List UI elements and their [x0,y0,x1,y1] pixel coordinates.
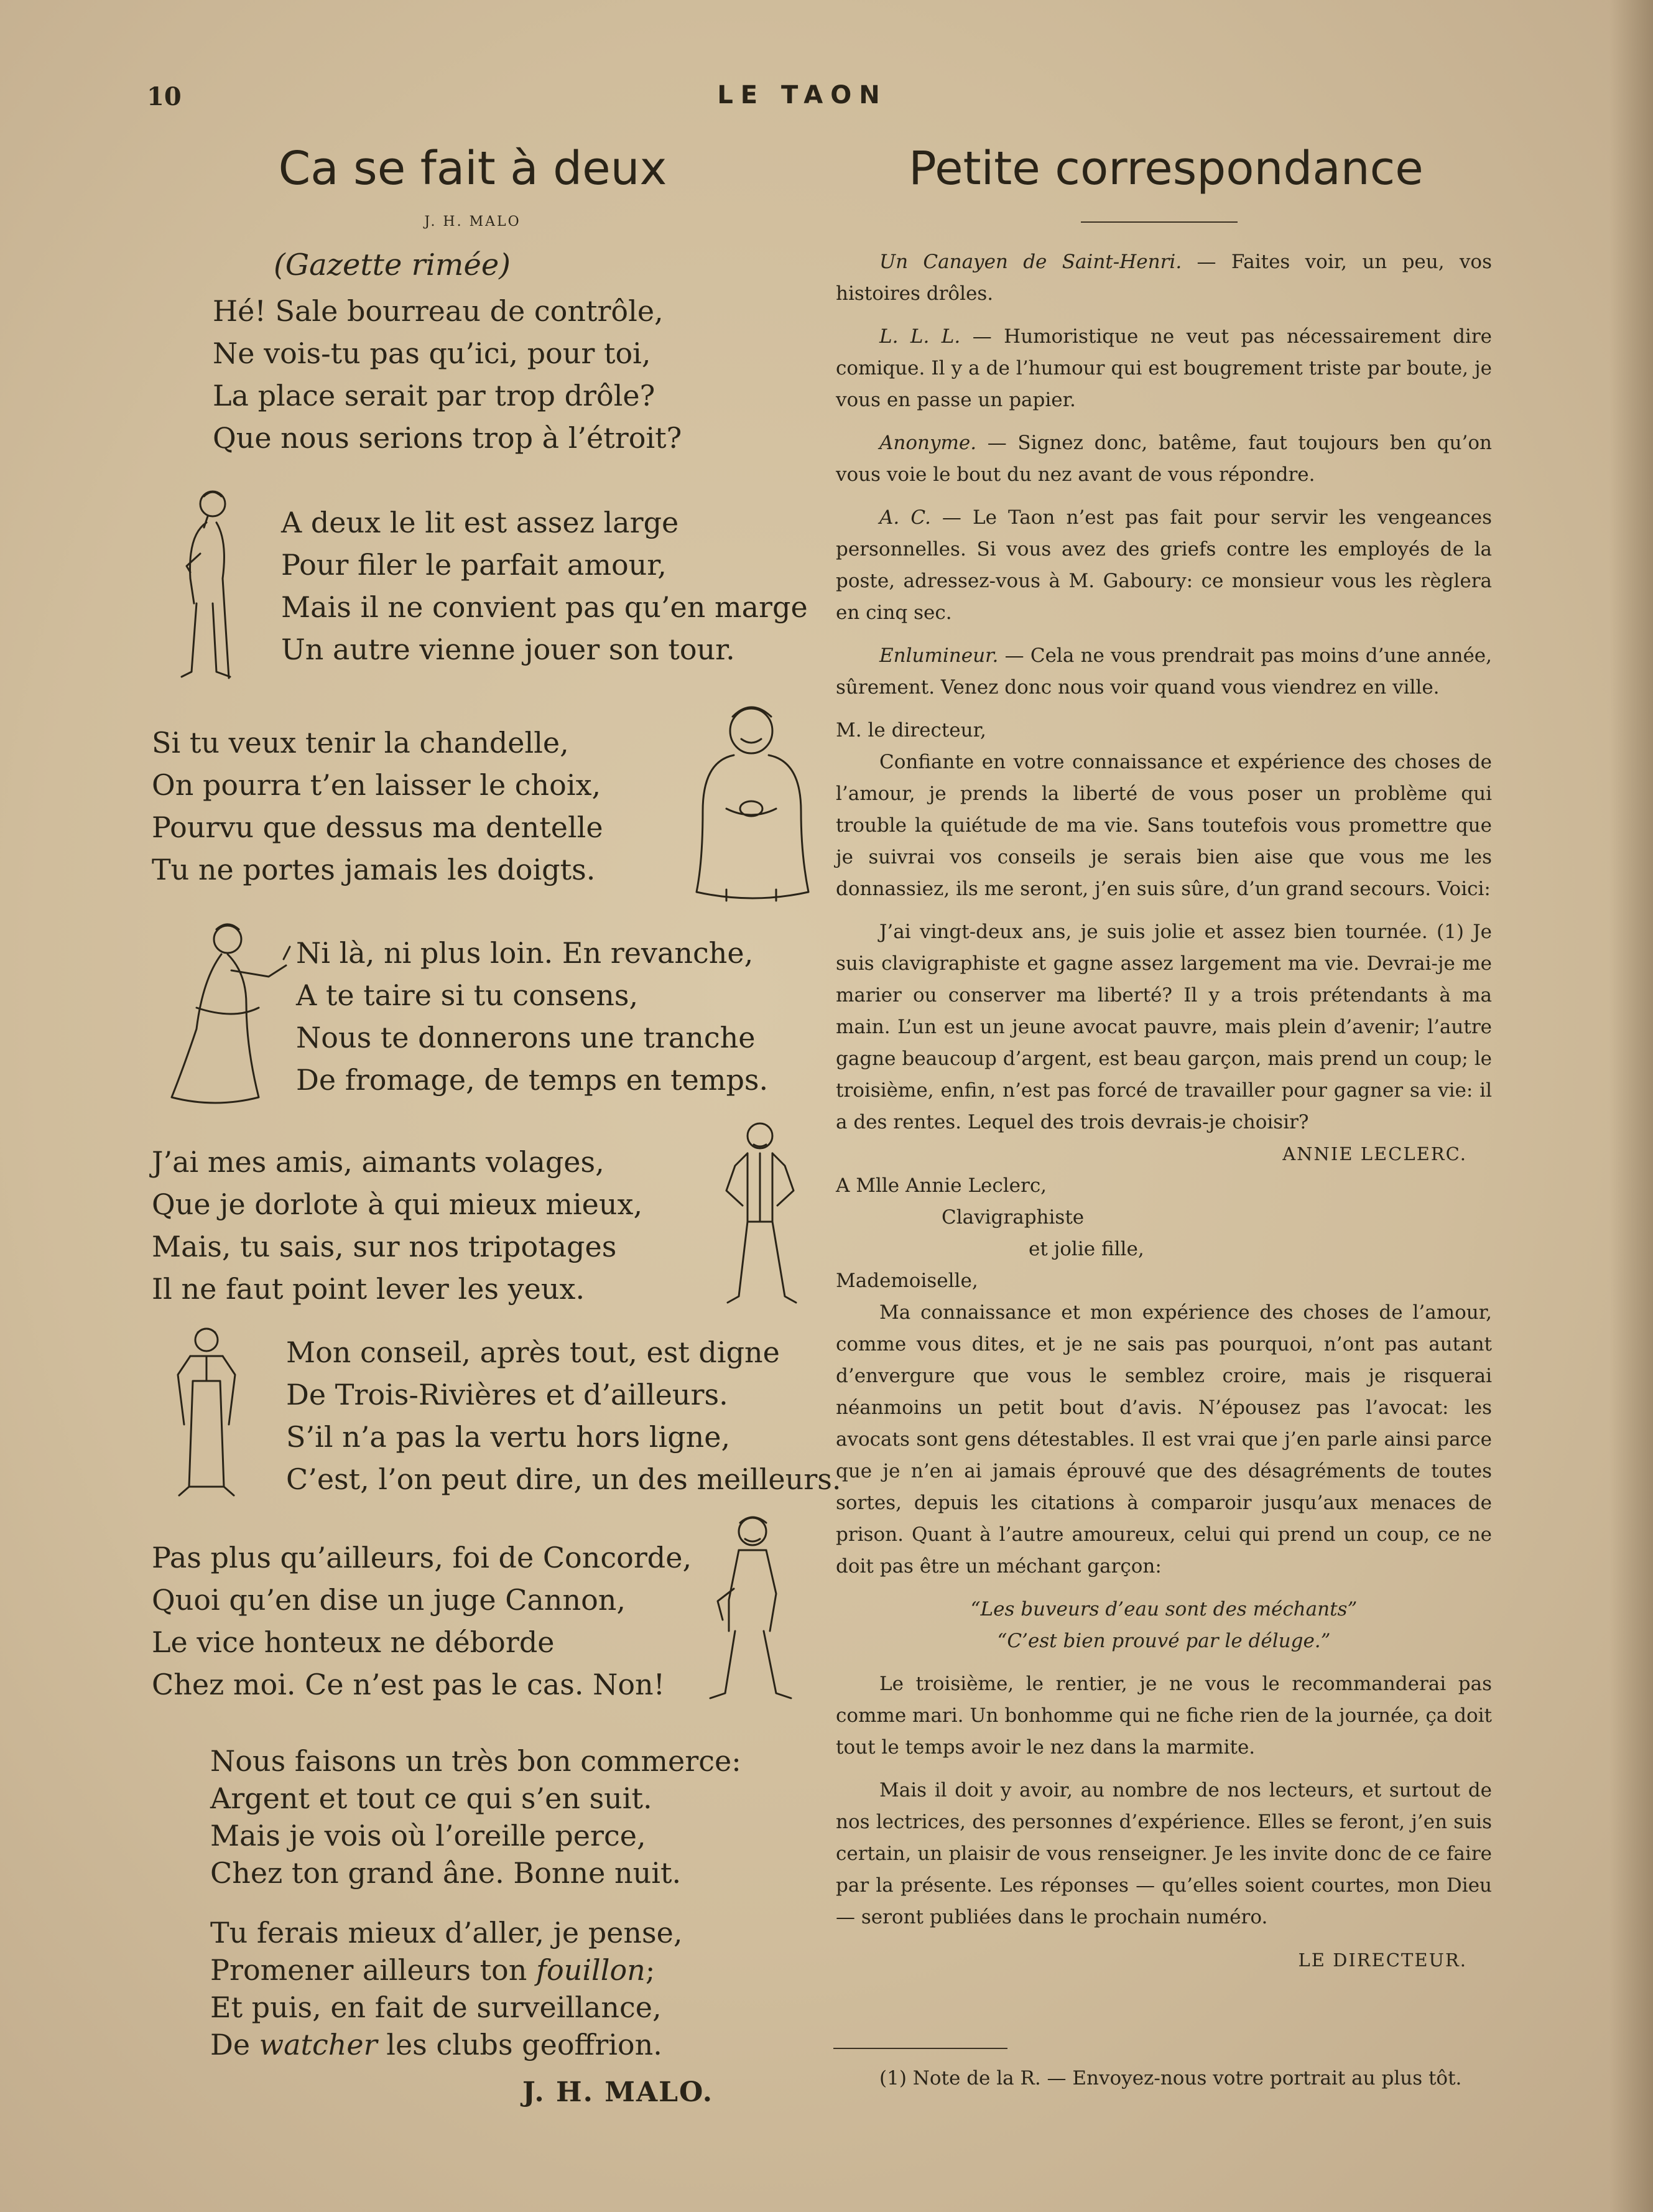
verse-line: Pas plus qu’ailleurs, foi de Concorde, [152,1541,692,1574]
man-hands-on-hips-icon [716,1120,803,1306]
verse-line: Un autre vienne jouer son tour. [281,633,735,666]
reply-paragraph: Ma connaissance et mon expérience des choses de l’amour, comme vous dites, et je ne sais pas pourquoi, n’ont pas autant d’envergure que vous le semblez croire, mais je risquerai néanmoins un petit bout d’avis. N’épousez pas l’avocat: les avocats sont gens détestables. Il est vrai que j’en parle ainsi parce que je n’en ai jamais éprouvé que des désagréments de toutes sortes, depuis les citations à comparoir jusqu’aux menaces de prison. Quant à l’autre amoureux, celui qui prend un coup, ce ne doit pas être un méchant garçon: [836,1301,1492,1578]
footnote-rule [833,2048,1007,2049]
verse-line: A deux le lit est assez large [281,506,679,539]
verse-line: De Trois-Rivières et d’ailleurs. [286,1378,728,1411]
verse-line: Pourvu que dessus ma dentelle [152,811,603,844]
verse-line: Que nous serions trop à l’étroit? [213,421,682,455]
stanza-9 [210,1913,682,2063]
stanza-3 [152,722,603,891]
verse-line: Ni là, ni plus loin. En revanche, [296,936,754,970]
italic-word: fouillon [536,1953,646,1987]
reply-salutation: Mademoiselle, [836,1270,978,1292]
reply-paragraph: Le troisième, le rentier, je ne vous le recommanderai pas comme mari. Un bonhomme qui ne fiche rien de la journée, ça doit tout le temps avoir le nez dans la marmite. [836,1673,1492,1759]
verse-line: Que je dorlote à qui mieux mieux, [152,1187,643,1221]
reply-address: et jolie fille, [1029,1238,1144,1260]
verse-line: Il ne faut point lever les yeux. [152,1272,585,1306]
verse-line: S’il n’a pas la vertu hors ligne, [286,1420,731,1454]
reply-address: A Mlle Annie Leclerc, [836,1174,1047,1197]
verse-line: Nous faisons un très bon commerce: [210,1744,741,1778]
poem-subtitle: (Gazette rimée) [274,248,511,282]
verse-line: De watcher les clubs geoffrion. [210,2028,662,2061]
stanza-4 [296,932,768,1101]
letter-paragraph: Confiante en votre connaissance et expérience des choses de l’amour, je prends la liberté de vous poser un problème qui trouble la quiétude de ma vie. Sans toutefois vous promettre que je suivrai vos conseils je serais bien aise que vous me les donnassiez, ils me seront, j’en suis sûre, d’un grand secours. Voici: [836,751,1492,900]
title-rule [1081,221,1238,223]
reply-quote: “C’est bien prouvé par le déluge.” [997,1630,1331,1652]
poem-title: Ca se fait à deux [278,142,667,195]
poem-signature: J. H. MALO. [522,2076,714,2108]
verse-line: Et puis, en fait de surveillance, [210,1991,662,2024]
stanza-6 [286,1331,841,1500]
poem-byline: J. H. MALO [424,214,521,230]
verse-line: Chez ton grand âne. Bonne nuit. [210,1856,682,1890]
letter-salutation: M. le directeur, [836,719,986,741]
stanza-7 [152,1536,692,1706]
page-number: 10 [147,82,182,111]
verse-line: Hé! Sale bourreau de contrôle, [213,294,664,328]
reader-entry: A. C. — Le Taon n’est pas fait pour servir les vengeances personnelles. Si vous avez des griefs contre les employés de la poste, adressez-vous à M. Gaboury: ce monsieur vous les règlera en cinq sec. [836,506,1492,624]
waiter-with-apron-icon [163,1325,250,1505]
stanza-8 [210,1742,741,1891]
verse-line: Quoi qu’en dise un juge Cannon, [152,1583,626,1617]
correspondence-title: Petite correspondance [909,142,1424,195]
letter-paragraph: J’ai vingt-deux ans, je suis jolie et assez bien tournée. (1) Je suis clavigraphiste et gagne assez largement ma vie. Devrai-je me marier ou conserver ma liberté? Il y a trois prétendants à ma main. L’un est un jeune avocat pauvre, mais plein d’avenir; l’autre gagne beaucoup d’argent, est beau garçon, mais prend un coup; le troisième, enfin, n’est pas forcé de travailler pour gagner sa vie: il a des rentes. Lequel des trois devrais-je choisir? [836,921,1492,1133]
reply-quote: “Les buveurs d’eau sont des méchants” [970,1598,1358,1620]
verse-line: Pour filer le parfait amour, [281,548,667,582]
man-with-cane-icon [163,485,238,690]
masthead: LE TAON [717,81,887,109]
verse-line: J’ai mes amis, aimants volages, [152,1145,604,1179]
verse-line: A te taire si tu consens, [296,978,639,1012]
verse-line: Mais, tu sais, sur nos tripotages [152,1230,617,1263]
verse-line: Chez moi. Ce n’est pas le cas. Non! [152,1668,665,1701]
verse-line: Promener ailleurs ton fouillon; [210,1953,655,1987]
reply-paragraph: Mais il doit y avoir, au nombre de nos lecteurs, et surtout de nos lectrices, des personnes d’expérience. Elles se feront, j’en suis certain, un plaisir de vous renseigner. Je les invite donc de ce faire par la présente. Les réponses — qu’elles soient courtes, mon Dieu — seront publiées dans le prochain numéro. [836,1779,1492,1928]
smiling-woman-icon [689,703,813,908]
reader-entry: Un Canayen de Saint-Henri. — Faites voir, un peu, vos histoires drôles. [836,251,1493,305]
page-edge-shadow [1609,0,1653,2212]
reader-entry: Anonyme. — Signez donc, batême, faut toujours ben qu’on vous voie le bout du nez avant de vous répondre. [836,432,1492,486]
verse-line: De fromage, de temps en temps. [296,1063,769,1097]
reply-address: Clavigraphiste [942,1206,1085,1229]
verse-line: Nous te donnerons une tranche [296,1021,756,1054]
verse-line: Mais il ne convient pas qu’en marge [281,590,808,624]
woman-holding-candle-icon [159,921,296,1107]
stanza-2 [281,501,808,671]
reply-signature: LE DIRECTEUR. [1298,1949,1467,1971]
correspondence-column [836,246,1492,1987]
italic-word: watcher [259,2028,377,2061]
letter-signature: ANNIE LECLERC. [1282,1143,1467,1164]
stanza-5 [152,1141,642,1310]
footnote: (1) Note de la R. — Envoyez-nous votre portrait au plus tôt. [879,2067,1462,2089]
verse-line: La place serait par trop drôle? [213,379,655,412]
verse-line: On pourra t’en laisser le choix, [152,768,601,802]
verse-line: C’est, l’on peut dire, un des meilleurs. [286,1462,841,1496]
reader-entry: L. L. L. — Humoristique ne veut pas nécessairement dire comique. Il y a de l’humour qui est bougrement triste par boute, je vous en passe un papier. [836,325,1492,411]
verse-line: Argent et tout ce qui s’en suit. [210,1782,652,1815]
reader-entry: Enlumineur. — Cela ne vous prendrait pas moins d’une année, sûrement. Venez donc nous voir quand vous viendrez en ville. [836,644,1492,699]
verse-line: Le vice honteux ne déborde [152,1625,555,1659]
verse-line: Tu ne portes jamais les doigts. [152,853,596,886]
stanza-1 [213,290,682,459]
verse-line: Mais je vois où l’oreille perce, [210,1819,646,1852]
verse-line: Ne vois-tu pas qu’ici, pour toi, [213,337,651,370]
verse-line: Si tu veux tenir la chandelle, [152,726,569,760]
verse-line: Mon conseil, après tout, est digne [286,1336,780,1369]
verse-line: Tu ferais mieux d’aller, je pense, [210,1916,683,1949]
man-with-mustache-icon [699,1514,799,1707]
